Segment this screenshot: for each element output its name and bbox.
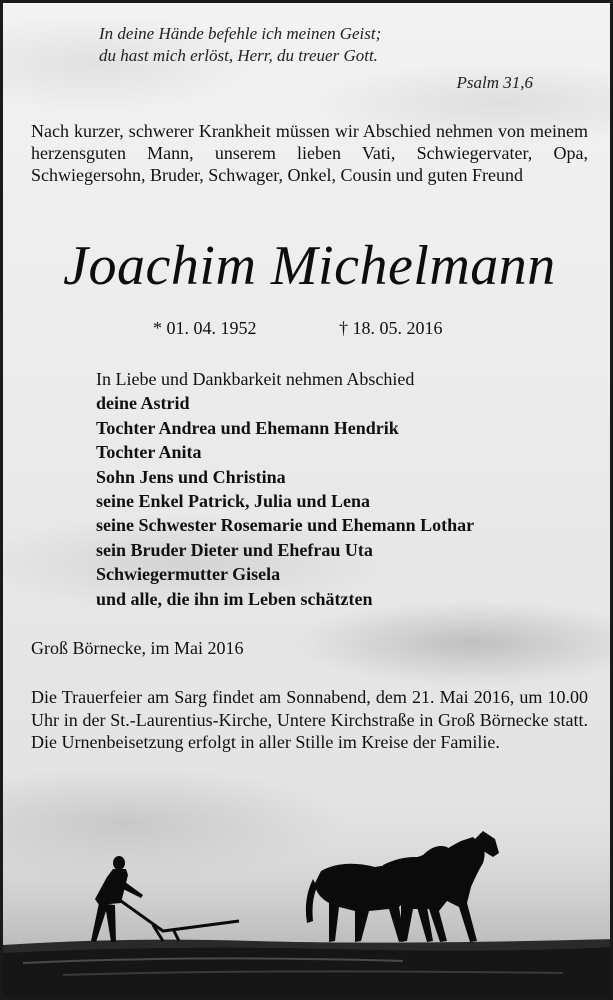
bible-verse-line-2: du hast mich erlöst, Herr, du treuer Gott. bbox=[99, 46, 378, 65]
bible-verse bbox=[99, 23, 539, 67]
funeral-service-info: Die Trauerfeier am Sarg findet am Sonnabend, dem 21. Mai 2016, um 10.00 Uhr in der St.-Laurentius-Kirche, Untere Kirchstraße in Groß Börnecke statt. Die Urnenbeisetzung erfolgt in aller Stille im Kreise der Familie. bbox=[31, 687, 588, 752]
mourner-entry: seine Schwester Rosemarie und Ehemann Lothar bbox=[96, 515, 475, 536]
mourner-entry: Tochter Anita bbox=[96, 442, 202, 463]
bible-verse-line-1: In deine Hände befehle ich meinen Geist; bbox=[99, 24, 382, 43]
birth-date: * 01. 04. 1952 bbox=[153, 318, 257, 338]
place-and-date: Groß Börnecke, im Mai 2016 bbox=[31, 638, 244, 658]
mourners-list bbox=[96, 367, 596, 611]
mourner-entry: seine Enkel Patrick, Julia und Lena bbox=[96, 491, 371, 512]
deceased-name: Joachim Michelmann bbox=[63, 235, 556, 297]
mourners-lead: In Liebe und Dankbarkeit nehmen Abschied bbox=[96, 369, 415, 389]
mourner-entry: Sohn Jens und Christina bbox=[96, 466, 286, 487]
intro-paragraph: Nach kurzer, schwerer Krankheit müssen wir Abschied nehmen von meinem herzensguten Mann, unserem lieben Vati, Schwiegervater, Opa, Schwiegersohn, Bruder, Schwager, Onkel, Cousin und guten Freund bbox=[31, 121, 588, 185]
mourner-entry: sein Bruder Dieter und Ehefrau Uta bbox=[96, 539, 373, 560]
mourner-entry: deine Astrid bbox=[96, 393, 190, 414]
mourner-entry: Tochter Andrea und Ehemann Hendrik bbox=[96, 417, 399, 438]
bible-verse-reference: Psalm 31,6 bbox=[456, 73, 533, 92]
mourner-entry: Schwiegermutter Gisela bbox=[96, 564, 281, 585]
ploughing-silhouette-image bbox=[3, 803, 613, 1000]
death-date: † 18. 05. 2016 bbox=[339, 318, 443, 338]
mourner-entry: und alle, die ihn im Leben schätzten bbox=[96, 588, 373, 609]
